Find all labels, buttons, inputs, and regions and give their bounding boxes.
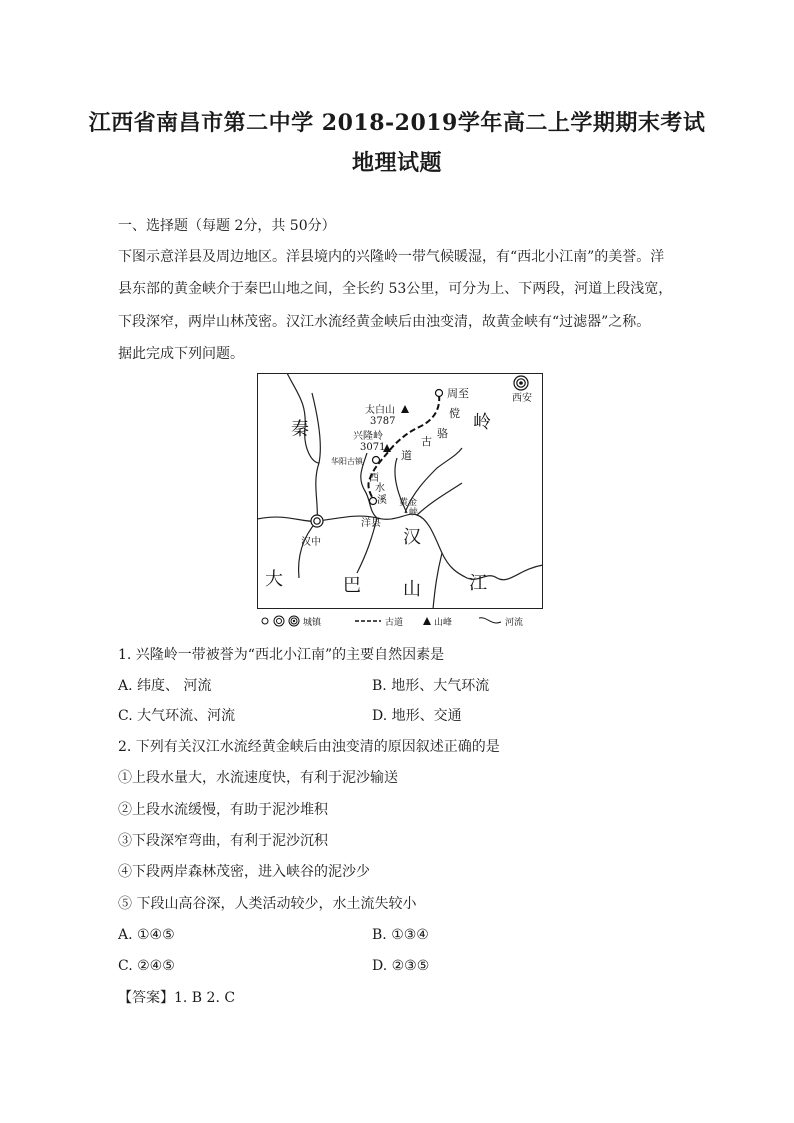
q2-item-5: ⑤ 下段山高谷深，人类活动较少，水土流失较小 — [118, 896, 417, 912]
label-xi: 溪 — [377, 495, 387, 506]
river-tributary-5 — [287, 373, 319, 463]
legend-road-label: 古道 — [385, 618, 404, 628]
q1-option-c: C. 大气环流、河流 — [118, 708, 236, 724]
label-shan: 山 — [403, 579, 421, 600]
taibaishan-peak-icon — [401, 405, 409, 413]
legend-river-icon — [479, 618, 501, 623]
label-qin: 秦 — [291, 419, 309, 440]
zhouzhi-town-icon — [436, 390, 443, 397]
paper-subtitle: 地理试题 — [351, 150, 442, 176]
q2-item-1: ①上段水量大，水流速度快，有利于泥沙输送 — [118, 770, 398, 786]
label-xinglongling: 兴隆岭 — [353, 431, 383, 442]
q1-option-a: A. 纬度、 河流 — [118, 678, 212, 694]
label-taibaishan: 太白山 — [365, 405, 395, 416]
label-jiang: 江 — [469, 573, 487, 594]
label-hanzhong: 汉中 — [301, 537, 321, 548]
legend-river-label: 河流 — [505, 618, 524, 628]
label-da: 大 — [265, 569, 283, 590]
label-xinglong-height: 3071 — [360, 442, 386, 453]
q2-option-d: D. ②③⑤ — [372, 958, 430, 974]
paper-title: 江西省南昌市第二中学 2018-2019学年高二上学期期末考试 — [88, 110, 706, 136]
label-dao: 道 — [401, 449, 412, 462]
label-ling: 岭 — [473, 412, 491, 433]
label-xian: 西安 — [512, 393, 532, 404]
river-tributary-2 — [299, 521, 317, 578]
legend-peak-icon — [423, 617, 431, 625]
huayang-town-icon — [373, 457, 380, 464]
q2-option-c: C. ②④⑤ — [118, 958, 175, 974]
q2-item-3: ③下段深窄弯曲，有利于泥沙沉积 — [118, 833, 328, 849]
region-map — [257, 373, 543, 609]
label-zhouzhi: 周至 — [447, 387, 469, 400]
q2-option-b: B. ①③④ — [372, 927, 429, 943]
q2-item-2: ②上段水流缓慢，有助于泥沙堆积 — [118, 802, 328, 818]
intro-line-3: 下段深窄，两岸山林茂密。汉江水流经黄金峡后由浊变清，故黄金峡有“过滤器”之称。 — [118, 314, 651, 330]
label-taibai-height: 3787 — [370, 416, 396, 427]
answer-line: 【答案】1. B 2. C — [118, 990, 236, 1006]
q1-option-d: D. 地形、交通 — [372, 708, 462, 724]
q1-option-b: B. 地形、大气环流 — [372, 678, 490, 694]
label-ba: 巴 — [343, 575, 361, 596]
label-yangxian: 洋县 — [361, 518, 381, 529]
q2-stem: 2. 下列有关汉江水流经黄金峡后由浊变清的原因叙述正确的是 — [118, 739, 500, 755]
q2-item-4: ④下段两岸森林茂密，进入峡谷的泥沙少 — [118, 864, 370, 880]
q1-stem: 1. 兴隆岭一带被誉为“西北小江南”的主要自然因素是 — [118, 647, 445, 663]
legend-town-icon — [262, 618, 268, 624]
xian-city-icon — [514, 376, 528, 390]
label-huangjinxia-1: 黄金 — [399, 498, 418, 508]
label-huayang: 华阳古镇 — [331, 457, 363, 466]
legend-city-label: 城镇 — [303, 618, 322, 628]
label-han: 汉 — [403, 527, 421, 548]
intro-line-4: 据此完成下列问题。 — [118, 346, 244, 362]
label-gu: 古 — [421, 435, 432, 448]
legend-peak-label: 山峰 — [434, 618, 453, 628]
label-you: 酉 — [369, 473, 379, 484]
river-tributary-8 — [433, 553, 442, 609]
section-heading: 一、选择题（每题 2分，共 50分） — [118, 218, 336, 234]
label-tang: 傥 — [449, 407, 460, 420]
label-luo: 骆 — [437, 427, 448, 440]
q2-option-a: A. ①④⑤ — [118, 927, 175, 943]
river-tributary-4 — [417, 483, 462, 515]
river-han-main — [257, 514, 543, 580]
hanzhong-city-icon — [311, 515, 323, 527]
map-legend — [257, 612, 543, 630]
intro-line-1: 下图示意洋县及周边地区。洋县境内的兴隆岭一带气候暖湿，有“西北小江南”的美誉。洋 — [118, 249, 665, 265]
label-shui: 水 — [375, 483, 385, 494]
river-tributary-1 — [312, 393, 320, 521]
yangxian-town-icon — [370, 498, 377, 505]
intro-line-2: 县东部的黄金峡介于秦巴山地之间，全长约 53公里，可分为上、下两段，河道上段浅宽， — [118, 281, 673, 297]
label-huangjinxia-2: 峡 — [409, 508, 419, 518]
